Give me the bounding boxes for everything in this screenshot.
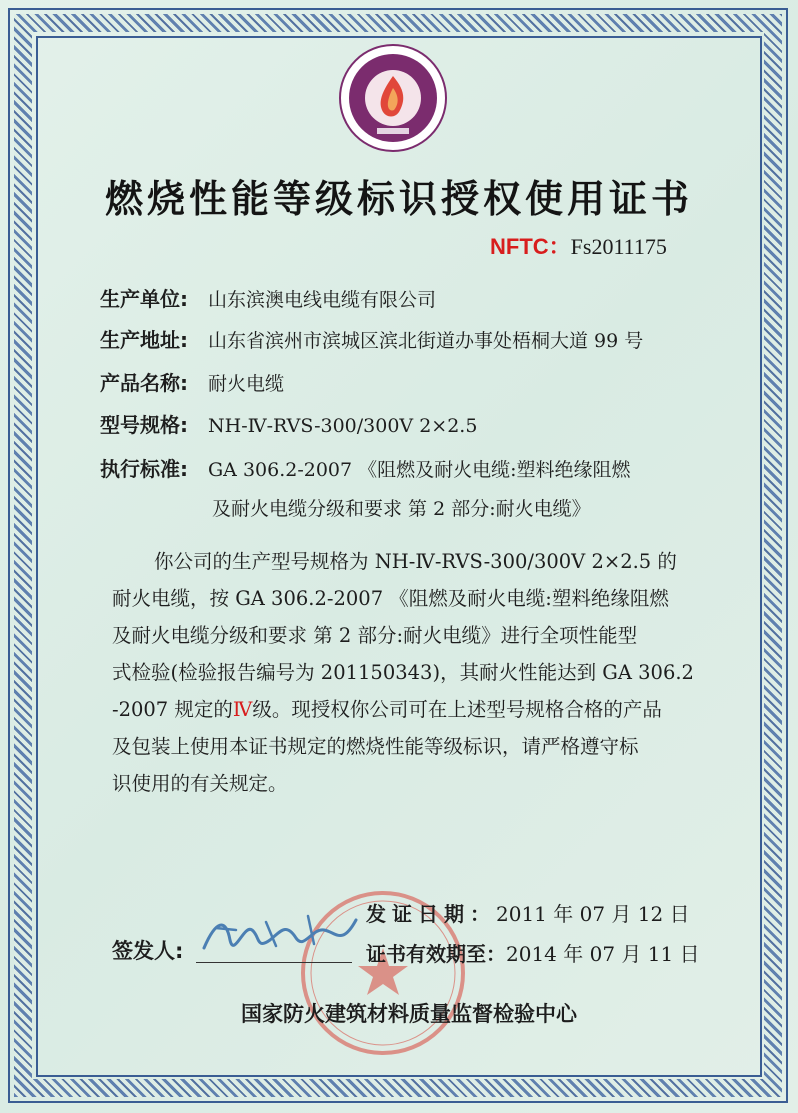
field-value: 山东省滨州市滨城区滨北街道办事处梧桐大道 99 号 [208, 330, 644, 352]
fire-testing-center-emblem-icon [337, 42, 449, 154]
paragraph-line: 及耐火电缆分级和要求 第 2 部分:耐火电缆》进行全项性能型 [112, 624, 638, 647]
field-product-name [100, 367, 284, 396]
field-label: 产品名称: [100, 371, 188, 395]
issue-date-row [366, 898, 690, 927]
certificate-number [490, 230, 667, 261]
field-standard-continuation: 及耐火电缆分级和要求 第 2 部分:耐火电缆》 [212, 498, 591, 520]
paragraph-line: 耐火电缆，按 GA 306.2-2007 《阻燃及耐火电缆:塑料绝缘阻燃 [112, 587, 669, 610]
field-manufacturer [100, 283, 436, 312]
signature-line [196, 962, 352, 963]
issue-date-value: 2011 年 07 月 12 日 [496, 902, 690, 926]
issuing-organization: 国家防火建筑材料质量监督检验中心 [241, 1002, 577, 1026]
paragraph-text: -2007 规定的 [112, 698, 233, 721]
paragraph-text: 级。现授权你公司可在上述型号规格合格的产品 [252, 698, 662, 721]
field-address [100, 324, 643, 353]
field-value: 山东滨澳电线电缆有限公司 [208, 289, 437, 311]
field-label: 执行标准: [100, 457, 188, 481]
certificate-title: 燃烧性能等级标识授权使用证书 [104, 177, 693, 221]
valid-until-row [366, 938, 700, 967]
field-model [100, 409, 477, 438]
field-value: 耐火电缆 [208, 373, 285, 395]
paragraph-line: 及包装上使用本证书规定的燃烧性能等级标识，请严格遵守标 [112, 735, 639, 758]
paragraph-line: 识使用的有关规定。 [112, 772, 288, 795]
signer-label: 签发人: [112, 939, 184, 963]
certificate-number-value: Fs2011175 [570, 234, 667, 259]
field-label: 生产地址: [100, 328, 188, 352]
valid-until-label: 证书有效期至： [366, 942, 506, 966]
issue-date-label: 发证日期： [366, 902, 496, 926]
paragraph-line: 式检验(检验报告编号为 201150343)，其耐火性能达到 GA 306.2 [112, 661, 694, 684]
field-label: 生产单位: [100, 287, 188, 311]
grade-mark: Ⅳ [232, 698, 253, 721]
field-value: GA 306.2-2007 《阻燃及耐火电缆:塑料绝缘阻燃 [208, 459, 631, 481]
field-value: NH-Ⅳ-RVS-300/300V 2×2.5 [208, 415, 478, 437]
certificate-prefix: NFTC： [490, 234, 571, 259]
field-label: 型号规格: [100, 413, 188, 437]
authorization-paragraph [112, 543, 692, 802]
paragraph-line [112, 691, 692, 728]
valid-until-value: 2014 年 07 月 11 日 [506, 942, 700, 966]
paragraph-line: 你公司的生产型号规格为 NH-Ⅳ-RVS-300/300V 2×2.5 的 [154, 550, 677, 573]
field-standard [100, 453, 631, 482]
handwritten-signature [196, 900, 366, 964]
